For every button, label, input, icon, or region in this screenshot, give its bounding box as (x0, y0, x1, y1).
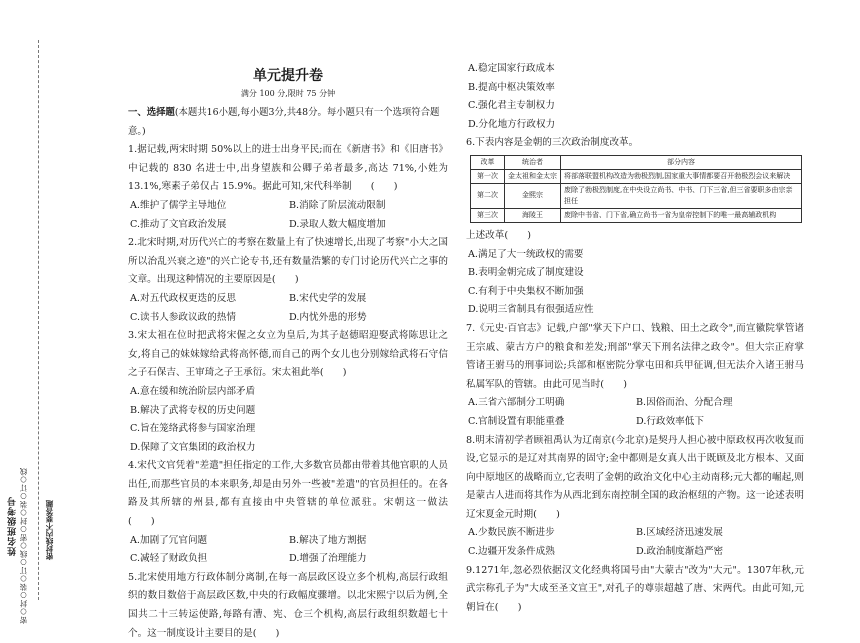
section-instruction: (本题共16小题,每小题3分,共48分。每小题只有一个选项符合题意。) (128, 107, 440, 137)
page-subtitle: 满分 100 分,限时 75 分钟 (240, 89, 336, 98)
no-answer-warning: 密封线内不要答题 (45, 500, 54, 560)
option-a[interactable]: A.三省六部制分工明确 (468, 397, 565, 409)
option-c[interactable]: C.旨在笼络武将参与国家治理 (130, 423, 256, 435)
option-a[interactable]: A.稳定国家行政成本 (468, 63, 555, 74)
table-header-row (471, 155, 802, 169)
question-stem: 1.据记载,两宋时期 50%以上的进士出身平民;而在《新唐书》和《旧唐书》中记载的 830 名进士中,出身望族和公卿子弟者最多,高达 71%,小姓为 13.1%,寒素子弟仅占 15.9%。据此可知,宋代科举制 ( ) (128, 144, 448, 193)
table-row (471, 169, 802, 183)
option-row (466, 524, 804, 543)
question-1 (128, 141, 448, 234)
option-c[interactable]: C.边疆开发条件成熟 (468, 546, 555, 558)
option-row (128, 290, 448, 309)
question-stem: 8.明末清初学者顾祖禹认为辽南京(今北京)是契丹人担心被中原政权再次收复而设,它显示的是辽对其南界的固守;金中都则是女真人出于既顾及北方根本、又面向中原地区的战略而立,它表明了金朝的政治文化中心主动南移;元大都的崛起,则是蒙古人进而将其作为从西北到东南控制全国的政治枢纽的产物。这一论述表明辽宋夏金元时期( ) (466, 434, 804, 520)
option-c[interactable]: C.有利于中央集权不断加强 (468, 285, 584, 297)
option-b[interactable]: B.区域经济迅速发展 (636, 527, 723, 539)
table-header-reform: 改革 (471, 155, 505, 169)
option-c[interactable]: C.官制设置有职能重叠 (468, 415, 565, 427)
table-cell: 将部落联盟机构改造为勃极烈制,国家重大事情都要召开勃极烈会议来解决 (561, 169, 802, 183)
option-row (128, 216, 448, 235)
question-6 (466, 134, 804, 320)
option-a[interactable]: A.对五代政权更迭的反思 (130, 292, 236, 304)
table-cell: 海陵王 (505, 208, 561, 222)
table-cell: 金熙宗 (505, 183, 561, 208)
question-stem: 7.《元史·百官志》记载,户部"掌天下户口、钱粮、田土之政令",而宣徽院掌管诸王宗戚、蒙古方户的粮食和差发;刑部"掌天下刑名法律之政令"。但大宗正府掌管诸王驸马的刑事词讼;兵部和枢密院分掌屯田和兵甲征调,但无法介入诸王驸马私属军队的管辖。由此可见当时( ) (466, 322, 804, 390)
question-9 (466, 562, 804, 618)
table-cell: 第三次 (471, 208, 505, 222)
option-a[interactable]: A.意在缓和统治阶层内部矛盾 (130, 385, 256, 397)
table-cell: 第一次 (471, 169, 505, 183)
option-row (466, 543, 804, 562)
reform-table (470, 155, 802, 223)
option-c[interactable]: C.减轻了财政负担 (130, 553, 208, 565)
table-cell: 废除了勃极烈制度,在中央设立尚书、中书、门下三省,但三省要职多由宗亲担任 (561, 183, 802, 208)
option-d[interactable]: D.增强了治理能力 (289, 553, 367, 565)
table-header-ruler: 统治者 (505, 155, 561, 169)
option-d[interactable]: D.保障了文官集团的政治权力 (130, 441, 256, 453)
question-4 (128, 457, 468, 569)
page-title: 单元提升卷 (253, 68, 323, 84)
option-row (466, 413, 804, 432)
option-b[interactable]: B.宋代史学的发展 (289, 292, 367, 304)
table-header-content: 部分内容 (561, 155, 802, 169)
left-column (128, 58, 468, 643)
option-a[interactable]: A.少数民族不断进步 (468, 527, 555, 539)
option-c[interactable]: C.强化君主专制权力 (468, 100, 555, 112)
table-row (471, 183, 802, 208)
option-a[interactable]: A.加剧了冗官问题 (130, 534, 208, 546)
seal-dashed-line (38, 40, 39, 600)
question-3 (128, 327, 448, 457)
option-row (128, 197, 448, 216)
table-cell: 废除中书省、门下省,确立尚书一省为皇帝控制下的唯一最高辅政机构 (561, 208, 802, 222)
option-c[interactable]: C.读书人参政议政的热情 (130, 311, 236, 323)
option-d[interactable]: D.行政效率低下 (636, 415, 704, 427)
question-5 (128, 569, 448, 643)
option-row (128, 309, 448, 328)
option-a[interactable]: A.维护了儒学主导地位 (130, 199, 227, 211)
name-class-id-label: 姓名班级考号 (8, 496, 18, 556)
section-heading (128, 104, 448, 141)
option-d[interactable]: D.录取人数大幅度增加 (289, 218, 386, 230)
option-d[interactable]: D.分化地方行政权力 (468, 118, 556, 130)
option-d[interactable]: D.政治制度渐趋严密 (636, 546, 724, 558)
option-d[interactable]: D.内忧外患的形势 (289, 311, 367, 323)
option-b[interactable]: B.提高中枢决策效率 (468, 81, 555, 93)
option-b[interactable]: B.解决了武将专权的历史问题 (130, 404, 256, 416)
option-c[interactable]: C.推动了文官政治发展 (130, 218, 227, 230)
seal-line-text: 密○封○装○订○线○密○封○装○订○线 (19, 468, 28, 624)
question-stem: 9.1271年,忽必烈依据汉文化经典将国号由"大蒙古"改为"大元"。1307年秋,元武宗称孔子为"大成至圣文宣王",对孔子的尊崇超越了唐、宋两代。由此可知,元朝旨在( ) (466, 564, 804, 613)
question-7 (466, 320, 804, 432)
option-row (466, 394, 804, 413)
question-stem: 3.宋太祖在位时把武将宋偓之女立为皇后,为其子赵德昭迎娶武将陈思让之女,将自己的妹妹嫁给武将高怀德,而自己的两个女儿也分别嫁给武将石守信之子石保吉、王审琦之子王承衍。宋太祖此举( ) (128, 330, 448, 379)
question-8 (466, 432, 804, 562)
question-stem: 5.北宋使用地方行政体制分离制,在每一高层政区设立多个机构,高层行政组织的数目数倍于高层政区数,中央的行政幅度骤增。以北宋熙宁以后为例,全国共二十三转运使路,每路有漕、宪、仓三个机构,高层行政组织数超七十个。这一制度设计主要目的是( ) (128, 571, 448, 639)
option-b[interactable]: B.消除了阶层流动限制 (289, 199, 386, 211)
table-row (471, 208, 802, 222)
table-cell: 第二次 (471, 183, 505, 208)
table-cell: 金太祖和金太宗 (505, 169, 561, 183)
option-b[interactable]: B.解决了地方割据 (289, 534, 367, 546)
section-title: 一、选择题 (128, 107, 175, 118)
question-5-options (466, 60, 804, 134)
question-stem: 2.北宋时期,对历代兴亡的考察在数量上有了快速增长,出现了考察"小大之国所以治乱兴衰之迹"的兴亡论专书,还有数量浩繁的专门讨论历代兴亡之事的文章。出现这种情况的主要原因是( ) (128, 237, 448, 286)
question-lead: 上述改革( ) (466, 229, 532, 241)
binding-margin (0, 0, 56, 624)
question-stem: 6.下表内容是金朝的三次政治制度改革。 (466, 137, 639, 149)
option-b[interactable]: B.表明金朝完成了制度建设 (468, 267, 584, 279)
option-row (128, 532, 448, 551)
option-b[interactable]: B.因俗而治、分配合理 (636, 397, 733, 409)
question-stem: 4.宋代文官凭着"差遣"担任指定的工作,大多数官员都由带着其他官职的人员出任,而那些官员的本来职务,却是由另外一些被"差遣"的官员担任的。在各路及其所辖的州县,都有直接由中央管辖的单位派驻。宋朝这一做法 ( ) (128, 460, 468, 528)
option-d[interactable]: D.说明三省制具有很强适应性 (468, 304, 594, 316)
right-column (466, 60, 804, 617)
question-2 (128, 234, 448, 327)
option-a[interactable]: A.满足了大一统政权的需要 (468, 248, 584, 260)
option-row (128, 550, 448, 569)
